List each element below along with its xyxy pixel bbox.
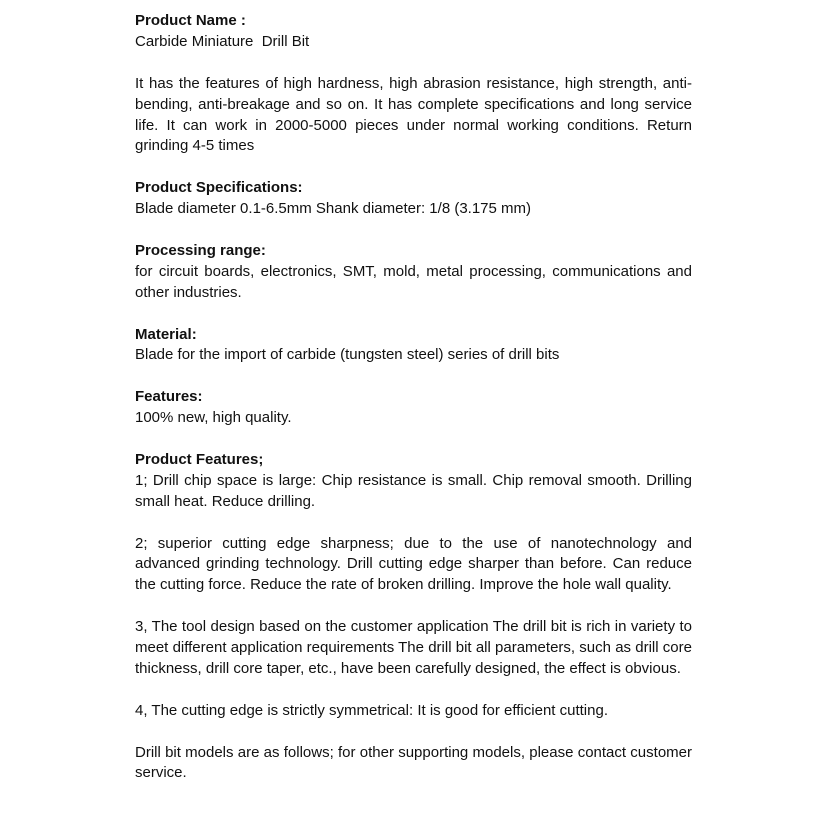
section-heading: Product Specifications: [135,179,303,197]
section-body: Carbide Miniature Drill Bit [135,32,310,50]
section-heading: Processing range: [135,241,266,259]
section-body: for circuit boards, electronics, SMT, mold, metal processing, communications and other industries. [135,262,692,301]
specifications-section [135,178,692,220]
product-name-section [135,11,692,53]
section-heading: Product Features; [135,450,264,468]
processing-range-section [135,241,692,304]
models-note: Drill bit models are as follows; for other supporting models, please contact customer service. [135,743,692,782]
product-features-section [135,450,692,513]
product-description-document [135,11,692,805]
feature-item-1: 1; Drill chip space is large: Chip resistance is small. Chip removal smooth. Drilling small heat. Reduce drilling. [135,471,692,510]
section-body: It has the features of high hardness, high abrasion resistance, high strength, anti-bending, anti-breakage and so on. It has complete specifications and long service life. It can work in 2000-5000 pieces under normal working conditions. Return grinding 4-5 times [135,74,692,155]
section-body: Blade for the import of carbide (tungsten steel) series of drill bits [135,346,560,364]
feature-item-4-section [135,701,692,722]
overview-section [135,74,692,158]
section-heading: Product Name : [135,12,246,29]
models-note-section [135,743,692,785]
material-section [135,325,692,367]
features-section [135,387,692,429]
section-heading: Features: [135,388,203,406]
feature-item-3-section [135,617,692,680]
section-heading: Material: [135,325,197,343]
feature-item-2: 2; superior cutting edge sharpness; due to the use of nanotechnology and advanced grinding technology. Drill cutting edge sharper than before. Can reduce the cutting force. Reduce the rate of broken drilling. Improve the hole wall quality. [135,534,692,594]
feature-item-2-section [135,534,692,597]
section-body: Blade diameter 0.1-6.5mm Shank diameter: 1/8 (3.175 mm) [135,200,532,218]
feature-item-3: 3, The tool design based on the customer application The drill bit is rich in variety to meet different application requirements The drill bit all parameters, such as drill core thickness, drill core taper, etc., have been carefully designed, the effect is obvious. [135,618,692,677]
feature-item-4: 4, The cutting edge is strictly symmetrical: It is good for efficient cutting. [135,701,608,719]
section-body: 100% new, high quality. [135,409,292,427]
